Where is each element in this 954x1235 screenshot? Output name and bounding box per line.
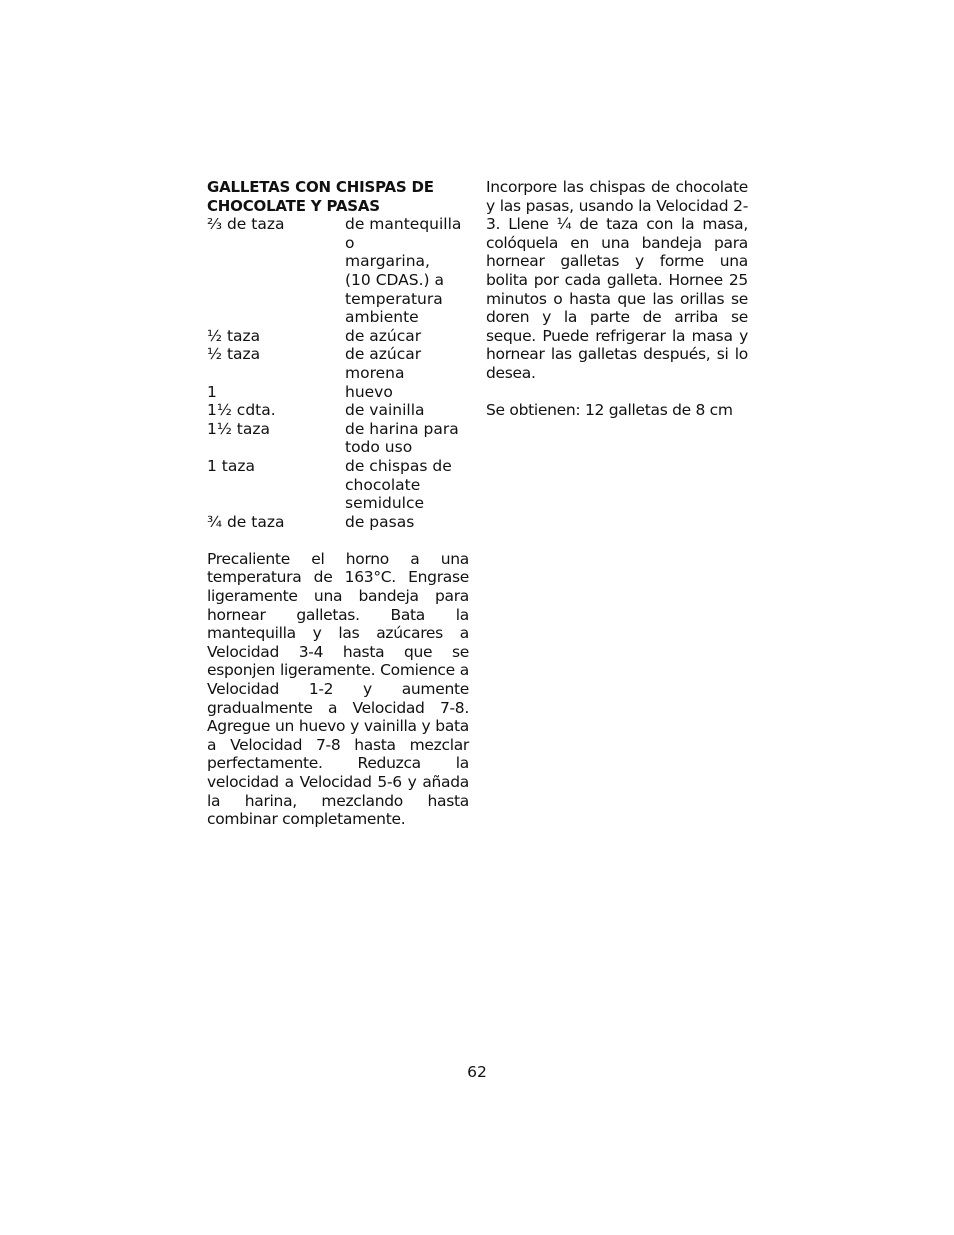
ingredient-description-line: de azúcar — [345, 326, 422, 345]
instructions-continued-paragraph: Incorpore las chispas de chocolate y las pasas, usando la Velocidad 2-3. Llene ¼ de taza con la masa, colóquela en una bandeja para hornear galletas y forme una bolita por cada galleta. Hornee 25 minutos o hasta que las orillas se doren y la parte de arriba se seque. Puede refrigerar la masa y hornear las galletas después, si lo desea. — [486, 178, 748, 382]
yield-text: Se obtienen: 12 galletas de 8 cm — [486, 401, 733, 420]
ingredient-description — [345, 215, 469, 327]
ingredient-quantity: 1 taza — [207, 456, 255, 475]
ingredient-description-line: de pasas — [345, 512, 415, 531]
recipe-title-line-2: CHOCOLATE Y PASAS — [207, 196, 380, 215]
ingredient-row — [207, 327, 469, 346]
ingredient-row — [207, 215, 469, 327]
ingredient-quantity: 1 — [207, 382, 217, 401]
ingredient-description — [345, 327, 469, 346]
right-column — [486, 178, 748, 420]
ingredient-description — [345, 457, 469, 513]
ingredient-description-line: (10 CDAS.) a — [345, 270, 445, 289]
ingredient-description-line: todo uso — [345, 438, 413, 457]
ingredient-description-line: de vainilla — [345, 401, 425, 420]
ingredient-description-line: de mantequilla o — [345, 215, 462, 252]
ingredient-description — [345, 345, 469, 382]
ingredient-description — [345, 513, 469, 532]
ingredient-quantity: 1½ taza — [207, 419, 271, 438]
ingredient-row — [207, 345, 469, 382]
instructions-paragraph: Precaliente el horno a una temperatura de 163°C. Engrase ligeramente una bandeja para hornear galletas. Bata la mantequilla y las azúcares a Velocidad 3-4 hasta que se esponjen ligeramente. Comience a Velocidad 1-2 y aumente gradualmente a Velocidad 7-8. Agregue un huevo y vainilla y bata a Velocidad 7-8 hasta mezclar perfectamente. Reduzca la velocidad a Velocidad 5-6 y añada la harina, mezclando hasta combinar completamente. — [207, 549, 469, 829]
ingredient-row — [207, 420, 469, 457]
ingredient-row — [207, 383, 469, 402]
ingredient-list — [207, 215, 469, 531]
ingredient-description-line: de azúcar — [345, 345, 422, 364]
ingredient-description-line: ambiente — [345, 308, 419, 327]
ingredient-quantity: ⅔ de taza — [207, 215, 285, 234]
ingredient-quantity: ½ taza — [207, 326, 261, 345]
ingredient-description-line: chocolate — [345, 475, 421, 494]
ingredient-description-line: de harina para — [345, 419, 459, 438]
ingredient-row — [207, 513, 469, 532]
ingredient-quantity: ½ taza — [207, 345, 261, 364]
recipe-title — [207, 178, 469, 215]
ingredient-quantity: ¾ de taza — [207, 512, 285, 531]
ingredient-description — [345, 401, 469, 420]
ingredient-row — [207, 401, 469, 420]
ingredient-description-line: temperatura — [345, 289, 443, 308]
ingredient-description-line: semidulce — [345, 494, 425, 513]
ingredient-description-line: margarina, — [345, 252, 430, 271]
page-number: 62 — [467, 1063, 487, 1081]
ingredient-description — [345, 420, 469, 457]
recipe-title-line-1: GALLETAS CON CHISPAS DE — [207, 178, 434, 196]
ingredient-description-line: morena — [345, 363, 405, 382]
ingredient-description — [345, 383, 469, 402]
left-column — [207, 178, 469, 829]
ingredient-quantity: 1½ cdta. — [207, 401, 276, 420]
ingredient-row — [207, 457, 469, 513]
ingredient-description-line: huevo — [345, 382, 393, 401]
ingredient-description-line: de chispas de — [345, 456, 452, 475]
